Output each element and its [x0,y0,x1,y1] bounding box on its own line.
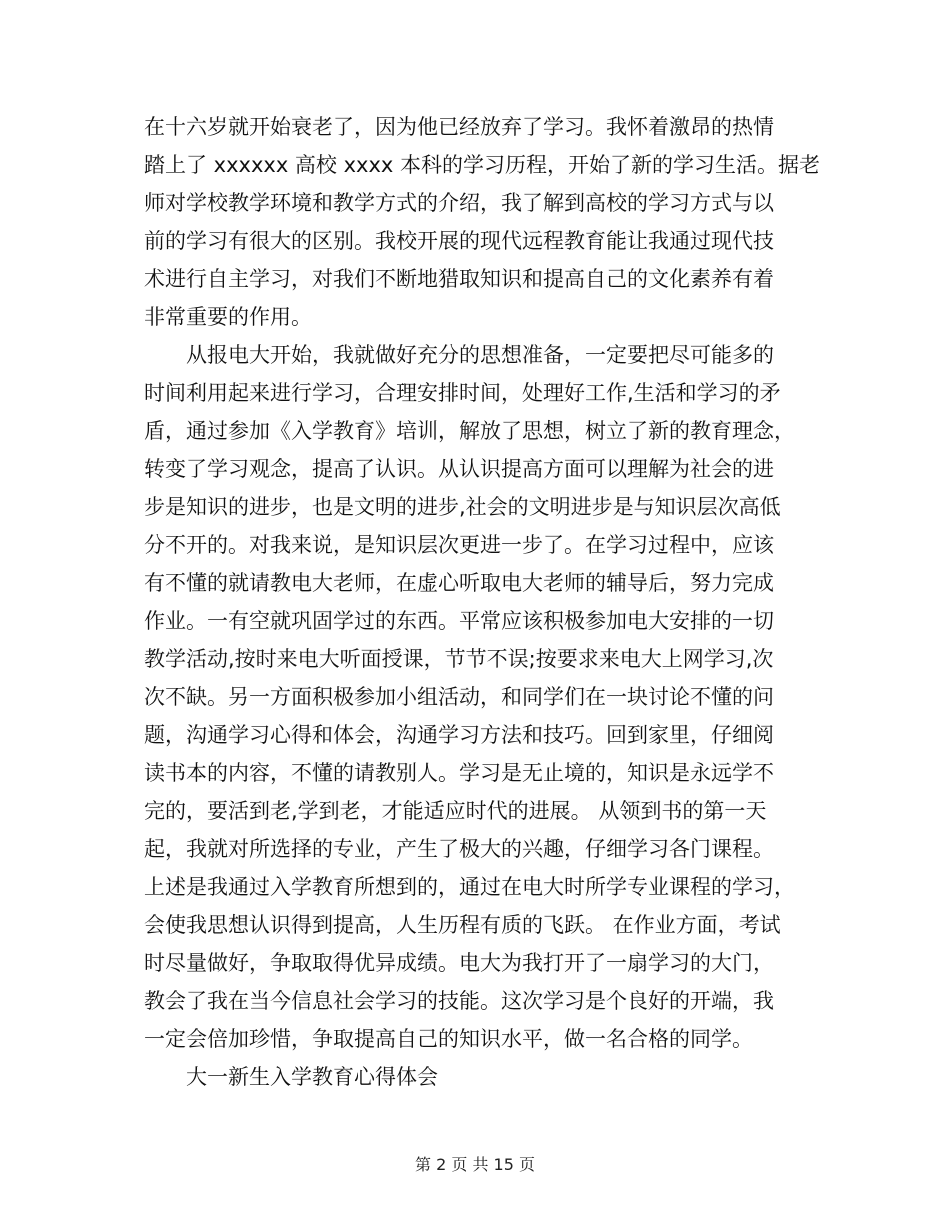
paragraph [144,336,812,1058]
page-number-footer: 第 2 页 共 15 页 [415,1155,535,1174]
text-line: 术进行自主学习，对我们不断地猎取知识和提高自己的文化素养有着 [144,267,774,291]
document-body [144,108,820,1096]
text-line: 会使我思想认识得到提高，人生历程有质的飞跃。 在作业方面，考试 [144,913,781,937]
text-line: 分不开的。对我来说，是知识层次更进一步了。在学习过程中，应该 [144,533,774,557]
text-line: 教会了我在当今信息社会学习的技能。这次学习是个良好的开端，我 [144,989,774,1013]
text-line: 在十六岁就开始衰老了，因为他已经放弃了学习。我怀着激昂的热情 [144,115,774,139]
text-line: 步是知识的进步，也是文明的进步,社会的文明进步是与知识层次高低 [144,495,781,519]
text-line: 前的学习有很大的区别。我校开展的现代远程教育能让我通过现代技 [144,229,774,253]
text-line: 时尽量做好，争取取得优异成绩。电大为我打开了一扇学习的大门， [144,951,774,975]
text-line: 上述是我通过入学教育所想到的，通过在电大时所学专业课程的学习， [144,875,795,899]
text-line: 转变了学习观念，提高了认识。从认识提高方面可以理解为社会的进 [144,457,774,481]
text-line: 有不懂的就请教电大老师，在虚心听取电大老师的辅导后，努力完成 [144,571,774,595]
text-line: 踏上了 xxxxxx 高校 xxxx 本科的学习历程，开始了新的学习生活。据老 [144,153,820,177]
text-line: 完的，要活到老,学到老，才能适应时代的进展。 从领到书的第一天 [144,799,767,823]
text-line: 读书本的内容，不懂的请教别人。学习是无止境的，知识是永远学不 [144,761,774,785]
text-line: 时间利用起来进行学习，合理安排时间，处理好工作,生活和学习的矛 [144,381,781,405]
paragraph [144,108,820,336]
text-line: 一定会倍加珍惜，争取提高自己的知识水平，做一名合格的同学。 [144,1027,753,1051]
text-line: 作业。一有空就巩固学过的东西。平常应该积极参加电大安排的一切 [144,609,774,633]
paragraph [144,1058,812,1096]
text-line: 起，我就对所选择的专业，产生了极大的兴趣，仔细学习各门课程。 [144,837,774,861]
text-line: 师对学校教学环境和教学方式的介绍，我了解到高校的学习方式与以 [144,191,774,215]
text-line: 题，沟通学习心得和体会，沟通学习方法和技巧。回到家里，仔细阅 [144,723,774,747]
text-line: 大一新生入学教育心得体会 [186,1065,438,1089]
text-line: 盾，通过参加《入学教育》培训，解放了思想，树立了新的教育理念， [144,419,795,443]
text-line: 从报电大开始，我就做好充分的思想准备，一定要把尽可能多的 [186,343,774,367]
text-line: 非常重要的作用。 [144,305,312,329]
text-line: 教学活动,按时来电大听面授课，节节不误;按要求来电大上网学习,次 [144,647,774,671]
text-line: 次不缺。另一方面积极参加小组活动，和同学们在一块讨论不懂的问 [144,685,774,709]
